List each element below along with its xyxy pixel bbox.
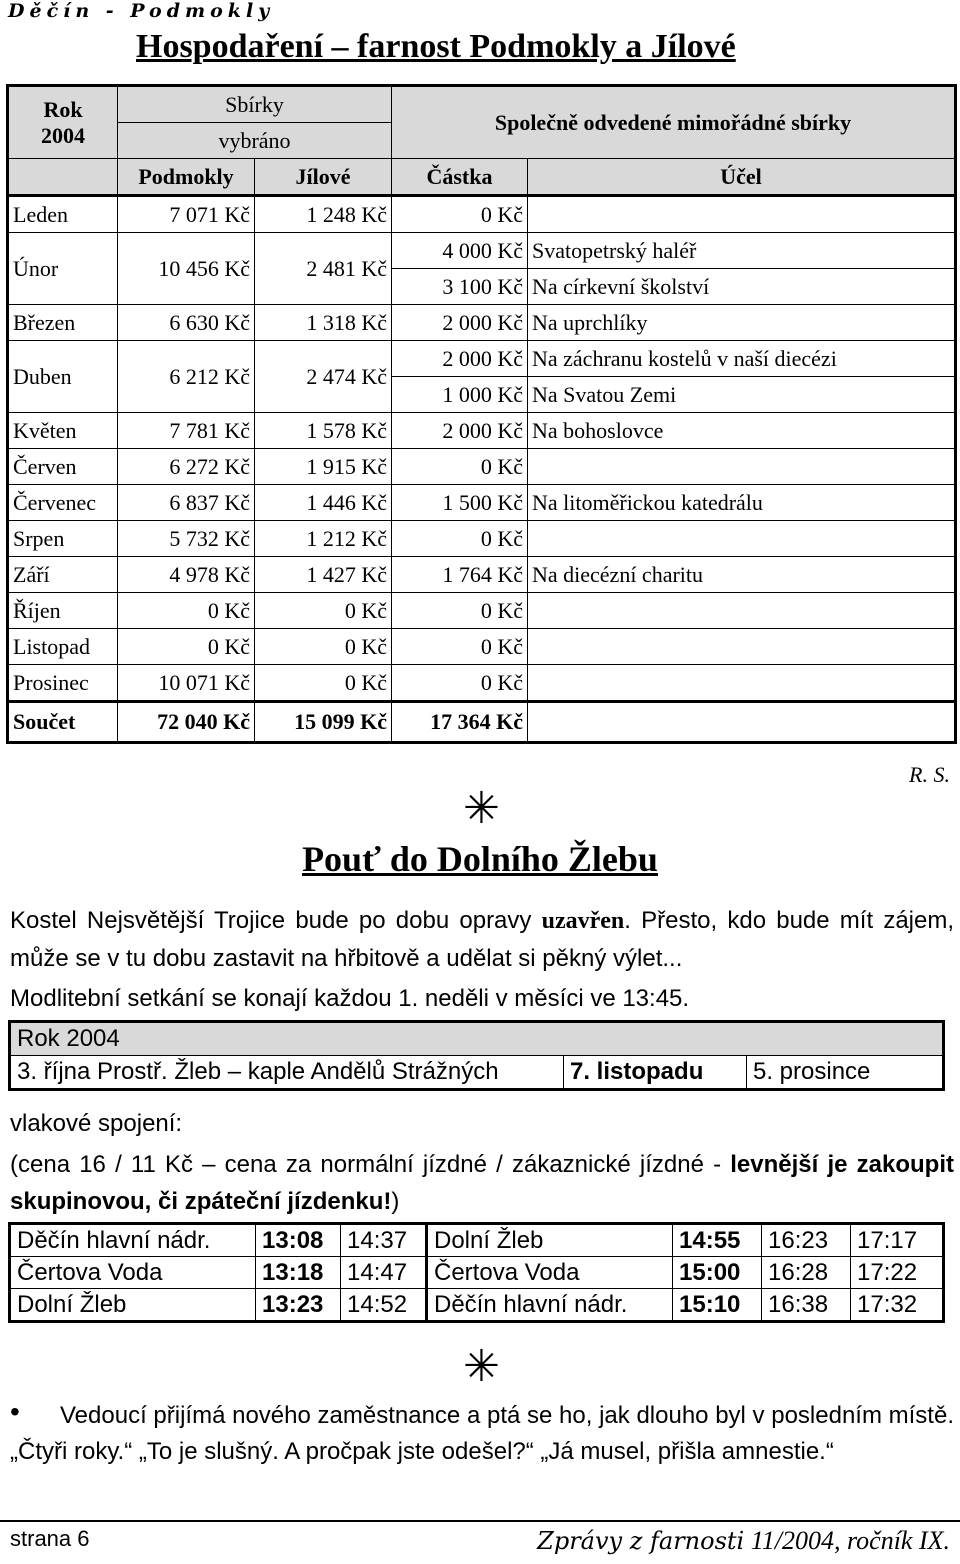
schedule-date-3: 5. prosince	[747, 1056, 944, 1090]
train-heading: vlakové spojení:	[10, 1110, 183, 1137]
schedule-table	[8, 1020, 945, 1091]
time-cell: 16:38	[762, 1289, 851, 1322]
jilove-cell: 2 481 Kč	[255, 233, 392, 305]
time-cell: 14:47	[341, 1257, 427, 1289]
issue-info: Zprávy z farnosti 11/2004, ročník IX.	[537, 1526, 950, 1555]
asterisk-icon: ✳	[463, 784, 500, 833]
podmokly-cell: 5 732 Kč	[118, 521, 255, 557]
podmokly-cell: 6 212 Kč	[118, 341, 255, 413]
finance-rows	[8, 196, 956, 702]
castka-cell: 4 000 Kč	[392, 233, 528, 269]
table-row	[8, 665, 956, 702]
podmokly-cell: 10 071 Kč	[118, 665, 255, 702]
total-row	[8, 702, 956, 743]
castka-cell: 0 Kč	[392, 593, 528, 629]
col-sbirky: Sbírky	[118, 86, 392, 123]
time-cell: 17:32	[851, 1289, 944, 1322]
podmokly-cell: 10 456 Kč	[118, 233, 255, 305]
table-row	[8, 196, 956, 233]
total-label: Součet	[8, 702, 118, 743]
total-podmokly: 72 040 Kč	[118, 702, 255, 743]
jilove-cell: 1 915 Kč	[255, 449, 392, 485]
page-number: strana 6	[10, 1526, 90, 1551]
section-title: Pouť do Dolního Žlebu	[302, 839, 658, 879]
train-row	[10, 1257, 944, 1289]
podmokly-cell: 7 781 Kč	[118, 413, 255, 449]
col-jilove: Jílové	[255, 159, 392, 196]
podmokly-cell: 7 071 Kč	[118, 196, 255, 233]
castka-cell: 0 Kč	[392, 196, 528, 233]
podmokly-cell: 4 978 Kč	[118, 557, 255, 593]
ucel-cell	[528, 521, 956, 557]
castka-cell: 0 Kč	[392, 521, 528, 557]
schedule-year: Rok 2004	[10, 1022, 944, 1056]
running-header: Děčín - Podmokly	[8, 0, 275, 22]
col-rok: Rok 2004	[8, 86, 118, 159]
station-cell: Dolní Žleb	[427, 1224, 673, 1257]
time-cell: 13:23	[256, 1289, 341, 1322]
podmokly-cell: 0 Kč	[118, 629, 255, 665]
castka-cell: 2 000 Kč	[392, 341, 528, 377]
time-cell: 13:18	[256, 1257, 341, 1289]
castka-cell: 3 100 Kč	[392, 269, 528, 305]
podmokly-cell: 6 272 Kč	[118, 449, 255, 485]
ucel-cell: Na záchranu kostelů v naší diecézi	[528, 341, 956, 377]
table-row	[8, 413, 956, 449]
ucel-cell: Na církevní školství	[528, 269, 956, 305]
month-cell: Červen	[8, 449, 118, 485]
jilove-cell: 1 427 Kč	[255, 557, 392, 593]
castka-cell: 1 000 Kč	[392, 377, 528, 413]
ucel-cell	[528, 665, 956, 702]
castka-cell: 0 Kč	[392, 629, 528, 665]
total-jilove: 15 099 Kč	[255, 702, 392, 743]
schedule-date-1: 3. října Prostř. Žleb – kaple Andělů Strážných	[10, 1056, 564, 1090]
col-vybrano: vybráno	[118, 123, 392, 159]
jilove-cell: 0 Kč	[255, 629, 392, 665]
station-cell: Dolní Žleb	[10, 1289, 256, 1322]
finance-table	[6, 84, 957, 744]
time-cell: 14:52	[341, 1289, 427, 1322]
time-cell: 14:55	[673, 1224, 762, 1257]
podmokly-cell: 6 630 Kč	[118, 305, 255, 341]
month-cell: Květen	[8, 413, 118, 449]
table-row	[8, 557, 956, 593]
col-ucel: Účel	[528, 159, 956, 196]
time-cell: 15:10	[673, 1289, 762, 1322]
jilove-cell: 1 248 Kč	[255, 196, 392, 233]
pout-meeting-text: Modlitební setkání se konají každou 1. neděli v měsíci ve 13:45.	[10, 985, 690, 1012]
month-cell: Srpen	[8, 521, 118, 557]
joke-paragraph: • Vedoucí přijímá nového zaměstnance a ptá se ho, jak dlouho byl v posledním místě. „Čtyři roky.“ „To je slušný. A pročpak jste odešel?“ „Já musel, přišla amnestie.“	[10, 1396, 954, 1465]
jilove-cell: 0 Kč	[255, 665, 392, 702]
time-cell: 16:28	[762, 1257, 851, 1289]
jilove-cell: 1 318 Kč	[255, 305, 392, 341]
time-cell: 13:08	[256, 1224, 341, 1257]
castka-cell: 0 Kč	[392, 665, 528, 702]
jilove-cell: 1 578 Kč	[255, 413, 392, 449]
footer-divider	[0, 1520, 960, 1522]
ucel-cell: Na Svatou Zemi	[528, 377, 956, 413]
signature: R. S.	[909, 762, 950, 787]
ucel-cell	[528, 196, 956, 233]
train-row	[10, 1289, 944, 1322]
table-row	[8, 521, 956, 557]
table-row	[8, 629, 956, 665]
time-cell: 17:17	[851, 1224, 944, 1257]
bullet-icon: •	[10, 1396, 20, 1427]
ucel-cell: Svatopetrský haléř	[528, 233, 956, 269]
month-cell: Listopad	[8, 629, 118, 665]
station-cell: Čertova Voda	[427, 1257, 673, 1289]
col-podmokly: Podmokly	[118, 159, 255, 196]
jilove-cell: 0 Kč	[255, 593, 392, 629]
col-spolecne: Společně odvedené mimořádné sbírky	[392, 86, 956, 159]
time-cell: 17:22	[851, 1257, 944, 1289]
podmokly-cell: 0 Kč	[118, 593, 255, 629]
month-cell: Duben	[8, 341, 118, 413]
pout-paragraph: Kostel Nejsvětější Trojice bude po dobu opravy uzavřen. Přesto, kdo bude mít zájem, může se v tu dobu zastavit na hřbitově a udělat si pěkný výlet...	[10, 907, 955, 972]
ucel-cell: Na litoměřickou katedrálu	[528, 485, 956, 521]
ucel-cell	[528, 449, 956, 485]
month-cell: Únor	[8, 233, 118, 305]
ucel-cell	[528, 629, 956, 665]
train-row	[10, 1224, 944, 1257]
table-row	[8, 305, 956, 341]
station-cell: Děčín hlavní nádr.	[10, 1224, 256, 1257]
schedule-date-2: 7. listopadu	[564, 1056, 747, 1090]
month-cell: Prosinec	[8, 665, 118, 702]
month-cell: Září	[8, 557, 118, 593]
castka-cell: 1 764 Kč	[392, 557, 528, 593]
jilove-cell: 2 474 Kč	[255, 341, 392, 413]
table-row	[8, 233, 956, 269]
castka-cell: 1 500 Kč	[392, 485, 528, 521]
table-row	[8, 485, 956, 521]
table-row	[8, 341, 956, 377]
train-table	[8, 1222, 945, 1323]
time-cell: 16:23	[762, 1224, 851, 1257]
time-cell: 15:00	[673, 1257, 762, 1289]
ucel-cell: Na diecézní charitu	[528, 557, 956, 593]
castka-cell: 2 000 Kč	[392, 413, 528, 449]
month-cell: Červenec	[8, 485, 118, 521]
total-castka: 17 364 Kč	[392, 702, 528, 743]
time-cell: 14:37	[341, 1224, 427, 1257]
table-row	[8, 593, 956, 629]
page-title: Hospodaření – farnost Podmokly a Jílové	[136, 28, 736, 65]
col-castka: Částka	[392, 159, 528, 196]
castka-cell: 2 000 Kč	[392, 305, 528, 341]
ucel-cell: Na bohoslovce	[528, 413, 956, 449]
jilove-cell: 1 212 Kč	[255, 521, 392, 557]
ucel-cell: Na uprchlíky	[528, 305, 956, 341]
ucel-cell	[528, 593, 956, 629]
podmokly-cell: 6 837 Kč	[118, 485, 255, 521]
castka-cell: 0 Kč	[392, 449, 528, 485]
month-cell: Březen	[8, 305, 118, 341]
table-row	[8, 449, 956, 485]
jilove-cell: 1 446 Kč	[255, 485, 392, 521]
train-price-note: (cena 16 / 11 Kč – cena za normální jízdné / zákaznické jízdné - levnější je zakoupit skupinovou, či zpáteční jízdenku!)	[10, 1151, 954, 1215]
month-cell: Leden	[8, 196, 118, 233]
asterisk-icon: ✳	[463, 1342, 500, 1391]
station-cell: Čertova Voda	[10, 1257, 256, 1289]
station-cell: Děčín hlavní nádr.	[427, 1289, 673, 1322]
month-cell: Říjen	[8, 593, 118, 629]
